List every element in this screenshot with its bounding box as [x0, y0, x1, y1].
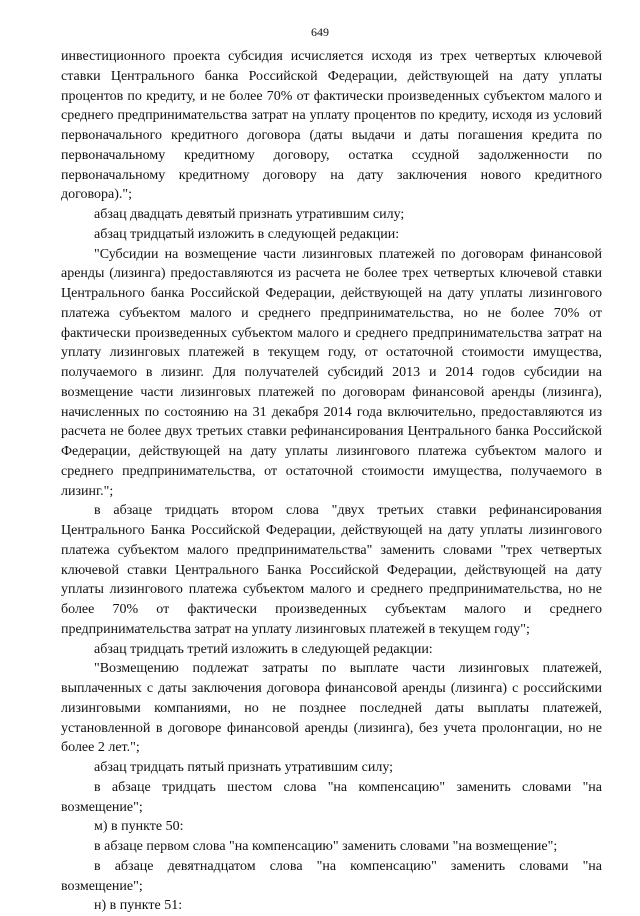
paragraph-quoted-text: "Субсидии на возмещение части лизинговых платежей по договорам финансовой аренды (лизинга) предоставляются из расчета не более трех четвертых ключевой ставки Центрального банка Российской Федерации, действующей на дату уплаты лизингового платежа субъектом малого и среднего предпринимательства, но не более 70% от фактически произведенных субъектом малого и среднего предпринимательства затрат на уплату лизинговых платежей в текущем году, от остаточной стоимости имущества, получаемого в лизинг. Для получателей субсидий 2013 и 2014 годов субсидии на возмещение части лизинговых платежей по договорам финансовой аренды (лизинга), начисленных по состоянию на 31 декабря 2014 года включительно, предоставляются из расчета не более двух третьих ставки рефинансирования Центрального банка Российской Федерации, действующей на дату уплаты лизингового платежа субъектом малого и среднего предпринимательства, от остаточной стоимости имущества, получаемого в лизинг.";: [61, 246, 602, 499]
document-body: [61, 47, 602, 916]
page-number: 649: [311, 25, 329, 39]
paragraph-continuation: инвестиционного проекта субсидия исчисляется исходя из трех четвертых ключевой ставки Центрального банка Российской Федерации, действующей на дату уплаты процентов по кредиту, и не более 70% от фактически произведенных субъектом малого и среднего предпринимательства затрат на уплату процентов по кредиту, исходя из условий первоначального кредитного договора (даты выдачи и даты погашения кредита по первоначальному кредитному договору, остатка ссудной задолженности по первоначальному кредитному договору на дату заключения нового кредитного договора).";: [61, 49, 602, 203]
paragraph-amendment: абзац тридцатый изложить в следующей редакции:: [94, 226, 400, 242]
paragraph-amendment: в абзаце тридцать шестом слова "на компенсацию" заменить словами "на возмещение";: [61, 779, 602, 815]
paragraph-amendment: абзац тридцать третий изложить в следующей редакции:: [94, 641, 433, 657]
paragraph-amendment: в абзаце девятнадцатом слова "на компенсацию" заменить словами "на возмещение";: [61, 858, 602, 894]
paragraph-amendment: в абзаце первом слова "на компенсацию" заменить словами "на возмещение";: [94, 839, 558, 854]
paragraph-amendment: в абзаце тридцать втором слова "двух третьих ставки рефинансирования Центрального Банка Российской Федерации, действующей на дату уплаты лизингового платежа субъектом малого предпринимательства" заменить словами "трех четвертых ключевой ставки Центрального Банка Российской Федерации, действующей на дату уплаты лизингового платежа субъектом малого и среднего предпринимательства, но не более 70% от фактически произведенных субъектам малого и среднего предпринимательства затрат на уплату лизинговых платежей в текущем году";: [61, 503, 602, 637]
paragraph-item-heading: м) в пункте 50:: [94, 819, 184, 835]
paragraph-amendment: абзац двадцать девятый признать утратившим силу;: [94, 207, 405, 222]
paragraph-item-heading: н) в пункте 51:: [94, 898, 183, 914]
paragraph-amendment: абзац тридцать пятый признать утратившим силу;: [94, 760, 394, 775]
paragraph-quoted-text: "Возмещению подлежат затраты по выплате части лизинговых платежей, выплаченных с даты заключения договора финансовой аренды (лизинга) с российскими лизинговыми компаниями, но не позднее последней даты выплаты платежей, установленной в договоре финансовой аренды (лизинга), без учета пролонгации, но не более 2 лет.";: [61, 661, 602, 756]
